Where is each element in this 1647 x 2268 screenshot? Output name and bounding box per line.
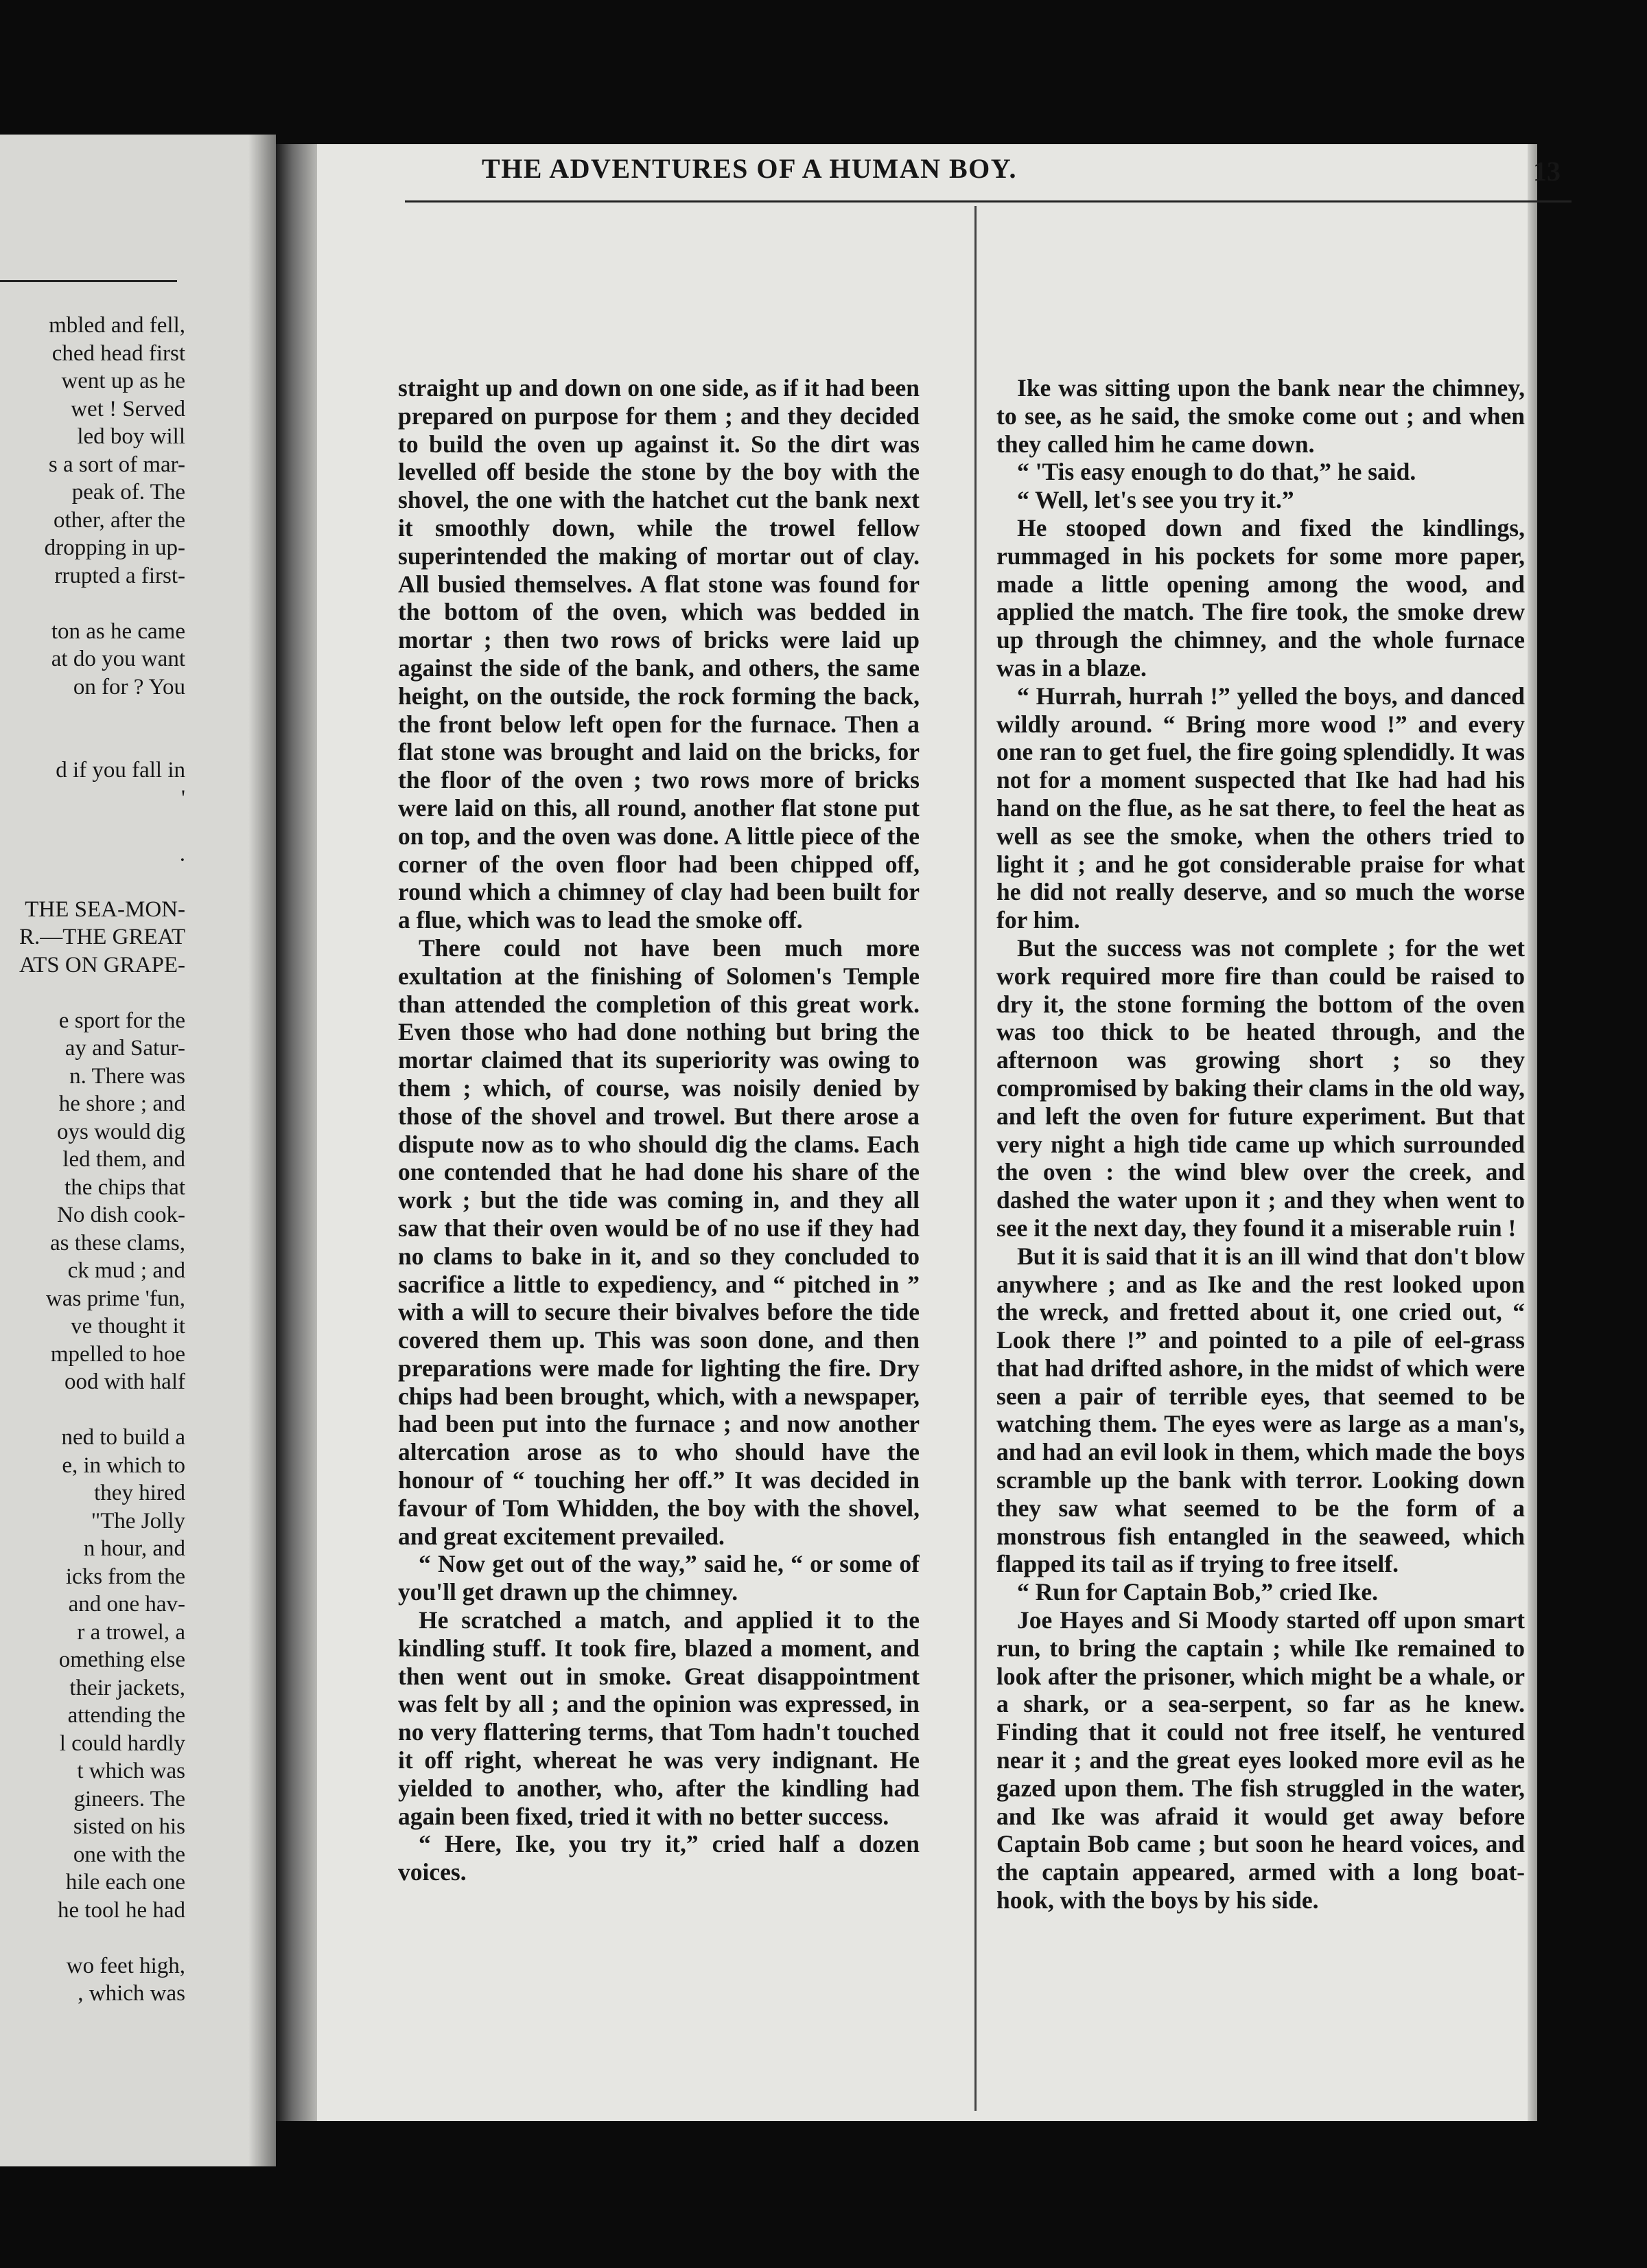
left-page-line: they hired bbox=[94, 1481, 185, 1505]
left-page-line: went up as he bbox=[61, 369, 185, 393]
left-page-line: mbled and fell, bbox=[49, 313, 185, 338]
left-page-line bbox=[0, 979, 185, 1007]
paragraph: He stooped down and fixed the kindlings, rummaged in his pockets for some more paper, made a little opening among the wood, and applied the match. The fire took, the smoke drew up through the chimney, and the whole furnace was in a blaze. bbox=[996, 513, 1525, 682]
left-page-line: . bbox=[179, 841, 185, 866]
paragraph: “ 'Tis easy enough to do that,” he said. bbox=[1017, 458, 1416, 486]
left-page-line bbox=[0, 701, 185, 729]
paragraph: There could not have been much more exultation at the finishing of Solomen's Temple than attended the completion of this great work. Even those who had done nothing but bring the mortar claimed that its superiority was owing to them ; which, of course, was noisily denied by those of the shovel and trowel. But there arose a dispute now as to who should dig the clams. Each one contended that he had done his share of the work ; but the tide was coming in, and they all saw that their oven would be of no use if they had no clams to bake in it, and so they concluded to sacrifice a little to expediency, and “ pitched in ” with a will to secure their bivalves before the tide covered them up. This was soon done, and then preparations were made for lighting the fire. Dry chips had been brought, which, with a newspaper, had been put into the furnace ; and now another altercation arose as to who should have the honour of “ touching her off.” It was decided in favour of Tom Whidden, the boy with the shovel, and great excitement prevailed. bbox=[398, 934, 920, 1550]
paragraph: Ike was sitting upon the bank near the chimney, to see, as he said, the smoke come out ; and when they called him he came down. bbox=[996, 374, 1525, 458]
paragraph: straight up and down on one side, as if it had been prepared on purpose for them ; and they decided to build the oven up against it. So the dirt was levelled off beside the stone by the boy with the shovel, the one with the hatchet cut the bank next it smoothly down, while the trowel fellow superintended the making of mortar out of clay. All busied themselves. A flat stone was found for the bottom of the oven, which was bedded in mortar ; then two rows of bricks were laid up against the side of the bank, and others, the same height, on the outside, the rock forming the back, the front below left open for the furnace. Then a flat stone was brought and laid on the bricks, for the floor of the oven ; two rows more of bricks were laid on this, all round, another flat stone put on top, and the oven was done. A little piece of the corner of the oven floor had been chipped off, round which a chimney of clay had been built for a flue, which was to lead the smoke off. bbox=[398, 374, 920, 934]
text-column-right bbox=[996, 374, 1525, 2090]
left-page-line: "The Jolly bbox=[91, 1508, 185, 1534]
left-page-line: attending the bbox=[67, 1703, 185, 1728]
paragraph: “ Well, let's see you try it.” bbox=[1017, 486, 1294, 514]
left-page-line: ton as he came bbox=[51, 618, 185, 644]
left-page-line: was prime 'fun, bbox=[46, 1286, 185, 1311]
left-page-line: e, in which to bbox=[62, 1453, 185, 1478]
left-page-line: he tool he had bbox=[57, 1897, 185, 1923]
left-page-line: the chips that bbox=[65, 1174, 185, 1200]
left-page-line: , which was bbox=[78, 1981, 185, 2006]
left-page-line: n. There was bbox=[69, 1063, 185, 1089]
header-rule bbox=[405, 200, 1572, 202]
left-page-line: t which was bbox=[77, 1759, 185, 1783]
left-page-line: led boy will bbox=[77, 424, 185, 449]
left-page-line bbox=[0, 812, 185, 840]
paragraph: “ Now get out of the way,” said he, “ or some of you'll get drawn up the chimney. bbox=[398, 1550, 920, 1606]
left-page-line: s a sort of mar- bbox=[48, 452, 185, 477]
paragraph: “ Run for Captain Bob,” cried Ike. bbox=[1017, 1578, 1378, 1606]
left-page-line: gineers. The bbox=[73, 1786, 185, 1812]
left-page-text bbox=[0, 312, 185, 2008]
column-divider bbox=[974, 206, 977, 2111]
left-page-line: ched head first bbox=[51, 340, 185, 366]
left-page-line: l could hardly bbox=[59, 1731, 185, 1756]
left-page-line bbox=[0, 729, 185, 757]
paragraph: But the success was not complete ; for the wet work required more fire than could be raised to dry it, the stone forming the bottom of the oven was too thick to be heated through, and the afternoon was growing short ; so they compromised by baking their clams in the old way, and left the oven for future experiment. But that very night a high tide came up which surrounded the oven : the wind blew over the creek, and dashed the water upon it ; and they when went to see it the next day, they found it a miserable ruin ! bbox=[996, 934, 1525, 1242]
book-gutter bbox=[276, 144, 317, 2121]
left-page bbox=[0, 135, 276, 2166]
left-page-line: on for ? You bbox=[73, 674, 185, 699]
paragraph: “ Here, Ike, you try it,” cried half a dozen voices. bbox=[398, 1830, 920, 1886]
left-page-rule bbox=[0, 280, 177, 282]
paragraph: But it is said that it is an ill wind that don't blow anywhere ; and as Ike and the rest looked upon the wreck, and fretted about it, one cried out, “ Look there !” and pointed to a pile of eel-grass that had drifted ashore, in the midst of which were seen a pair of terrible eyes, that seemed to be watching them. The eyes were as large as a man's, and had an evil look in them, which made the boys scramble up the bank with terror. Looking down they saw what seemed to be the form of a monstrous fish entangled in the seaweed, which flapped its tail as if trying to free itself. bbox=[996, 1242, 1525, 1578]
left-page-line bbox=[0, 590, 185, 618]
left-page-line bbox=[0, 1924, 185, 1952]
left-page-line: he shore ; and bbox=[58, 1091, 185, 1116]
left-page-line bbox=[0, 868, 185, 896]
left-page-line: dropping in up- bbox=[44, 535, 185, 560]
left-page-line: ned to build a bbox=[61, 1425, 185, 1450]
left-page-line: led them, and bbox=[62, 1147, 185, 1172]
left-page-line: wet ! Served bbox=[71, 396, 185, 421]
left-page-line: and one hav- bbox=[68, 1592, 185, 1617]
spine-shadow bbox=[248, 135, 276, 2166]
paragraph: He scratched a match, and applied it to the kindling stuff. It took fire, blazed a moment, and then went out in smoke. Great disappointment was felt by all ; and the opinion was expressed, in no very flattering terms, that Tom hadn't touched it off right, whereat he was very indignant. He yielded to another, who, after the kindling had again been fixed, tried it with no better success. bbox=[398, 1606, 920, 1830]
running-head: THE ADVENTURES OF A HUMAN BOY. bbox=[482, 153, 1017, 184]
left-page-line: d if you fall in bbox=[56, 758, 185, 783]
left-page-line: other, after the bbox=[54, 507, 185, 533]
left-page-line bbox=[0, 1396, 185, 1424]
left-page-line: ood with half bbox=[65, 1369, 185, 1394]
left-page-line: as these clams, bbox=[49, 1230, 185, 1256]
left-page-line: n hour, and bbox=[83, 1536, 185, 1561]
left-page-line: mpelled to hoe bbox=[50, 1341, 185, 1367]
left-page-line: ck mud ; and bbox=[67, 1258, 185, 1283]
left-page-line: their jackets, bbox=[69, 1675, 185, 1700]
left-page-line: wo feet high, bbox=[66, 1953, 185, 1978]
left-page-line: oys would dig bbox=[56, 1119, 185, 1144]
paragraph: “ Hurrah, hurrah !” yelled the boys, and danced wildly around. “ Bring more wood !” and every one ran to get fuel, the fire going splendidly. It was not for a moment suspected that Ike had had his hand on the flue, as he sat there, to feel the heat as well as see the smoke, when the others tried to light it ; and he got considerable praise for what he did not really deserve, and so much the worse for him. bbox=[996, 682, 1525, 934]
left-page-line: ' bbox=[181, 785, 185, 811]
left-page-line: one with the bbox=[73, 1842, 185, 1867]
left-page-line: rrupted a first- bbox=[54, 563, 185, 588]
text-column-left bbox=[398, 374, 920, 2090]
left-page-line: THE SEA-MON- bbox=[25, 896, 185, 922]
paragraph: Joe Hayes and Si Moody started off upon smart run, to bring the captain ; while Ike remained to look after the prisoner, which might be a whale, or a shark, or a sea-serpent, so far as he knew. Finding that it could not free itself, he ventured near it ; and the great eyes looked more evil as he gazed upon them. The fish struggled in the water, and Ike was afraid it would get away before Captain Bob came ; but soon he heard voices, and the captain appeared, armed with a long boat-hook, with the boys by his side. bbox=[996, 1606, 1525, 1914]
left-page-line: r a trowel, a bbox=[77, 1619, 185, 1645]
left-page-line: ve thought it bbox=[71, 1314, 185, 1339]
left-page-line: ay and Satur- bbox=[65, 1036, 185, 1061]
left-page-line: peak of. The bbox=[71, 480, 185, 505]
page-number: 13 bbox=[1533, 156, 1561, 187]
left-page-line: at do you want bbox=[51, 647, 185, 671]
left-page-line: hile each one bbox=[65, 1870, 185, 1895]
left-page-line: ATS ON GRAPE- bbox=[19, 952, 185, 977]
left-page-line: R.—THE GREAT bbox=[19, 925, 185, 949]
left-page-line: No dish cook- bbox=[57, 1203, 185, 1227]
left-page-line: icks from the bbox=[65, 1564, 185, 1589]
left-page-line: sisted on his bbox=[73, 1814, 185, 1839]
left-page-line: e sport for the bbox=[58, 1008, 185, 1033]
page-edge bbox=[1528, 144, 1537, 2121]
left-page-line: omething else bbox=[58, 1647, 185, 1672]
